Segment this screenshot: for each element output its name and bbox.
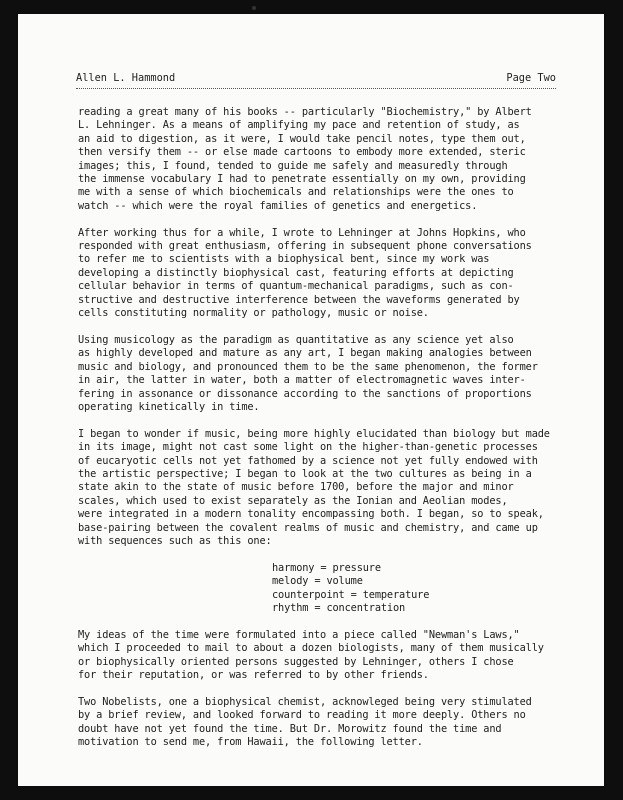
text-line: by a brief review, and looked forward to reading it more deeply. Others no — [78, 709, 526, 722]
page-header — [76, 72, 556, 84]
text-line: the immense vocabulary I had to penetrate essentially on my own, providing — [78, 173, 526, 186]
text-line: I began to wonder if music, being more highly elucidated than biology but made — [78, 427, 550, 440]
text-line: Using musicology as the paradigm as quantitative as any science yet also — [78, 333, 514, 346]
text-line: of eucaryotic cells not yet fathomed by a science not yet fully endowed with — [78, 454, 538, 467]
header-page-number: Page Two — [506, 72, 556, 84]
letter-body — [78, 106, 568, 763]
text-line: were integrated in a modern tonality encompassing both. I began, so to speak, — [78, 508, 544, 521]
analogy-item: rhythm = concentration — [272, 601, 406, 614]
text-line: state akin to the state of music before 1700, before the major and minor — [78, 481, 514, 494]
text-line: fering in assonance or dissonance according to the sanctions of proportions — [78, 387, 532, 400]
paragraph-4 — [78, 428, 568, 549]
text-line: L. Lehninger. As a means of amplifying my pace and retention of study, as — [78, 119, 520, 132]
text-line: doubt have not yet found the time. But Dr. Morowitz found the time and — [78, 722, 502, 735]
text-line: images; this, I found, tended to guide me safely and measuredly through — [78, 159, 508, 172]
header-author: Allen L. Hammond — [76, 72, 176, 84]
text-line: Two Nobelists, one a biophysical chemist, acknowleged being very stimulated — [78, 695, 532, 708]
text-line: watch -- which were the royal families of genetics and energetics. — [78, 199, 478, 212]
text-line: My ideas of the time were formulated into a piece called "Newman's Laws," — [78, 628, 520, 641]
paragraph-5 — [78, 629, 568, 683]
document-page — [18, 14, 604, 786]
text-line: motivation to send me, from Hawaii, the following letter. — [78, 736, 423, 748]
text-line: cellular behavior in terms of quantum-mechanical paradigms, such as con- — [78, 280, 514, 293]
text-line: structive and destructive interference between the waveforms generated by — [78, 293, 520, 306]
text-line: base-pairing between the covalent realms of music and chemistry, and came up — [78, 521, 538, 534]
text-line: responded with great enthusiasm, offering in subsequent phone conversations — [78, 240, 532, 253]
text-line: me with a sense of which biochemicals and relationships were the ones to — [78, 186, 514, 199]
analogy-item: harmony = pressure — [272, 561, 381, 574]
text-line: with sequences such as this one: — [78, 534, 272, 547]
text-line: as highly developed and mature as any art, I began making analogies between — [78, 347, 532, 360]
analogy-item: melody = volume — [272, 575, 363, 588]
header-divider — [76, 88, 556, 89]
punch-hole-mark — [252, 6, 256, 10]
text-line: scales, which used to exist separately as the Ionian and Aeolian modes, — [78, 494, 508, 507]
paragraph-6 — [78, 696, 568, 750]
paragraph-2 — [78, 227, 568, 321]
text-line: which I proceeded to mail to about a dozen biologists, many of them musically — [78, 642, 544, 655]
analogy-list — [78, 562, 568, 616]
text-line: music and biology, and pronounced them to be the same phenomenon, the former — [78, 360, 538, 373]
text-line: in its image, might not cast some light on the higher-than-genetic processes — [78, 441, 538, 454]
text-line: cells constituting normality or pathology, music or noise. — [78, 307, 429, 320]
text-line: then versify them -- or else made cartoons to embody more extended, steric — [78, 146, 526, 159]
paragraph-1 — [78, 106, 568, 213]
paragraph-3 — [78, 334, 568, 414]
text-line: operating kinetically in time. — [78, 400, 260, 413]
text-line: developing a distinctly biophysical cast, featuring efforts at depicting — [78, 266, 514, 279]
text-line: reading a great many of his books -- particularly "Biochemistry," by Albert — [78, 106, 532, 118]
text-line: the artistic perspective; I began to look at the two cultures as being in a — [78, 467, 532, 480]
analogy-item: counterpoint = temperature — [272, 588, 430, 601]
text-line: After working thus for a while, I wrote to Lehninger at Johns Hopkins, who — [78, 226, 526, 239]
text-line: an aid to digestion, as it were, I would take pencil notes, type them out, — [78, 132, 526, 145]
text-line: or biophysically oriented persons suggested by Lehninger, others I chose — [78, 655, 514, 668]
text-line: in air, the latter in water, both a matter of electromagnetic waves inter- — [78, 374, 526, 387]
text-line: for their reputation, or was referred to by other friends. — [78, 668, 429, 681]
text-line: to refer me to scientists with a biophysical bent, since my work was — [78, 253, 490, 266]
